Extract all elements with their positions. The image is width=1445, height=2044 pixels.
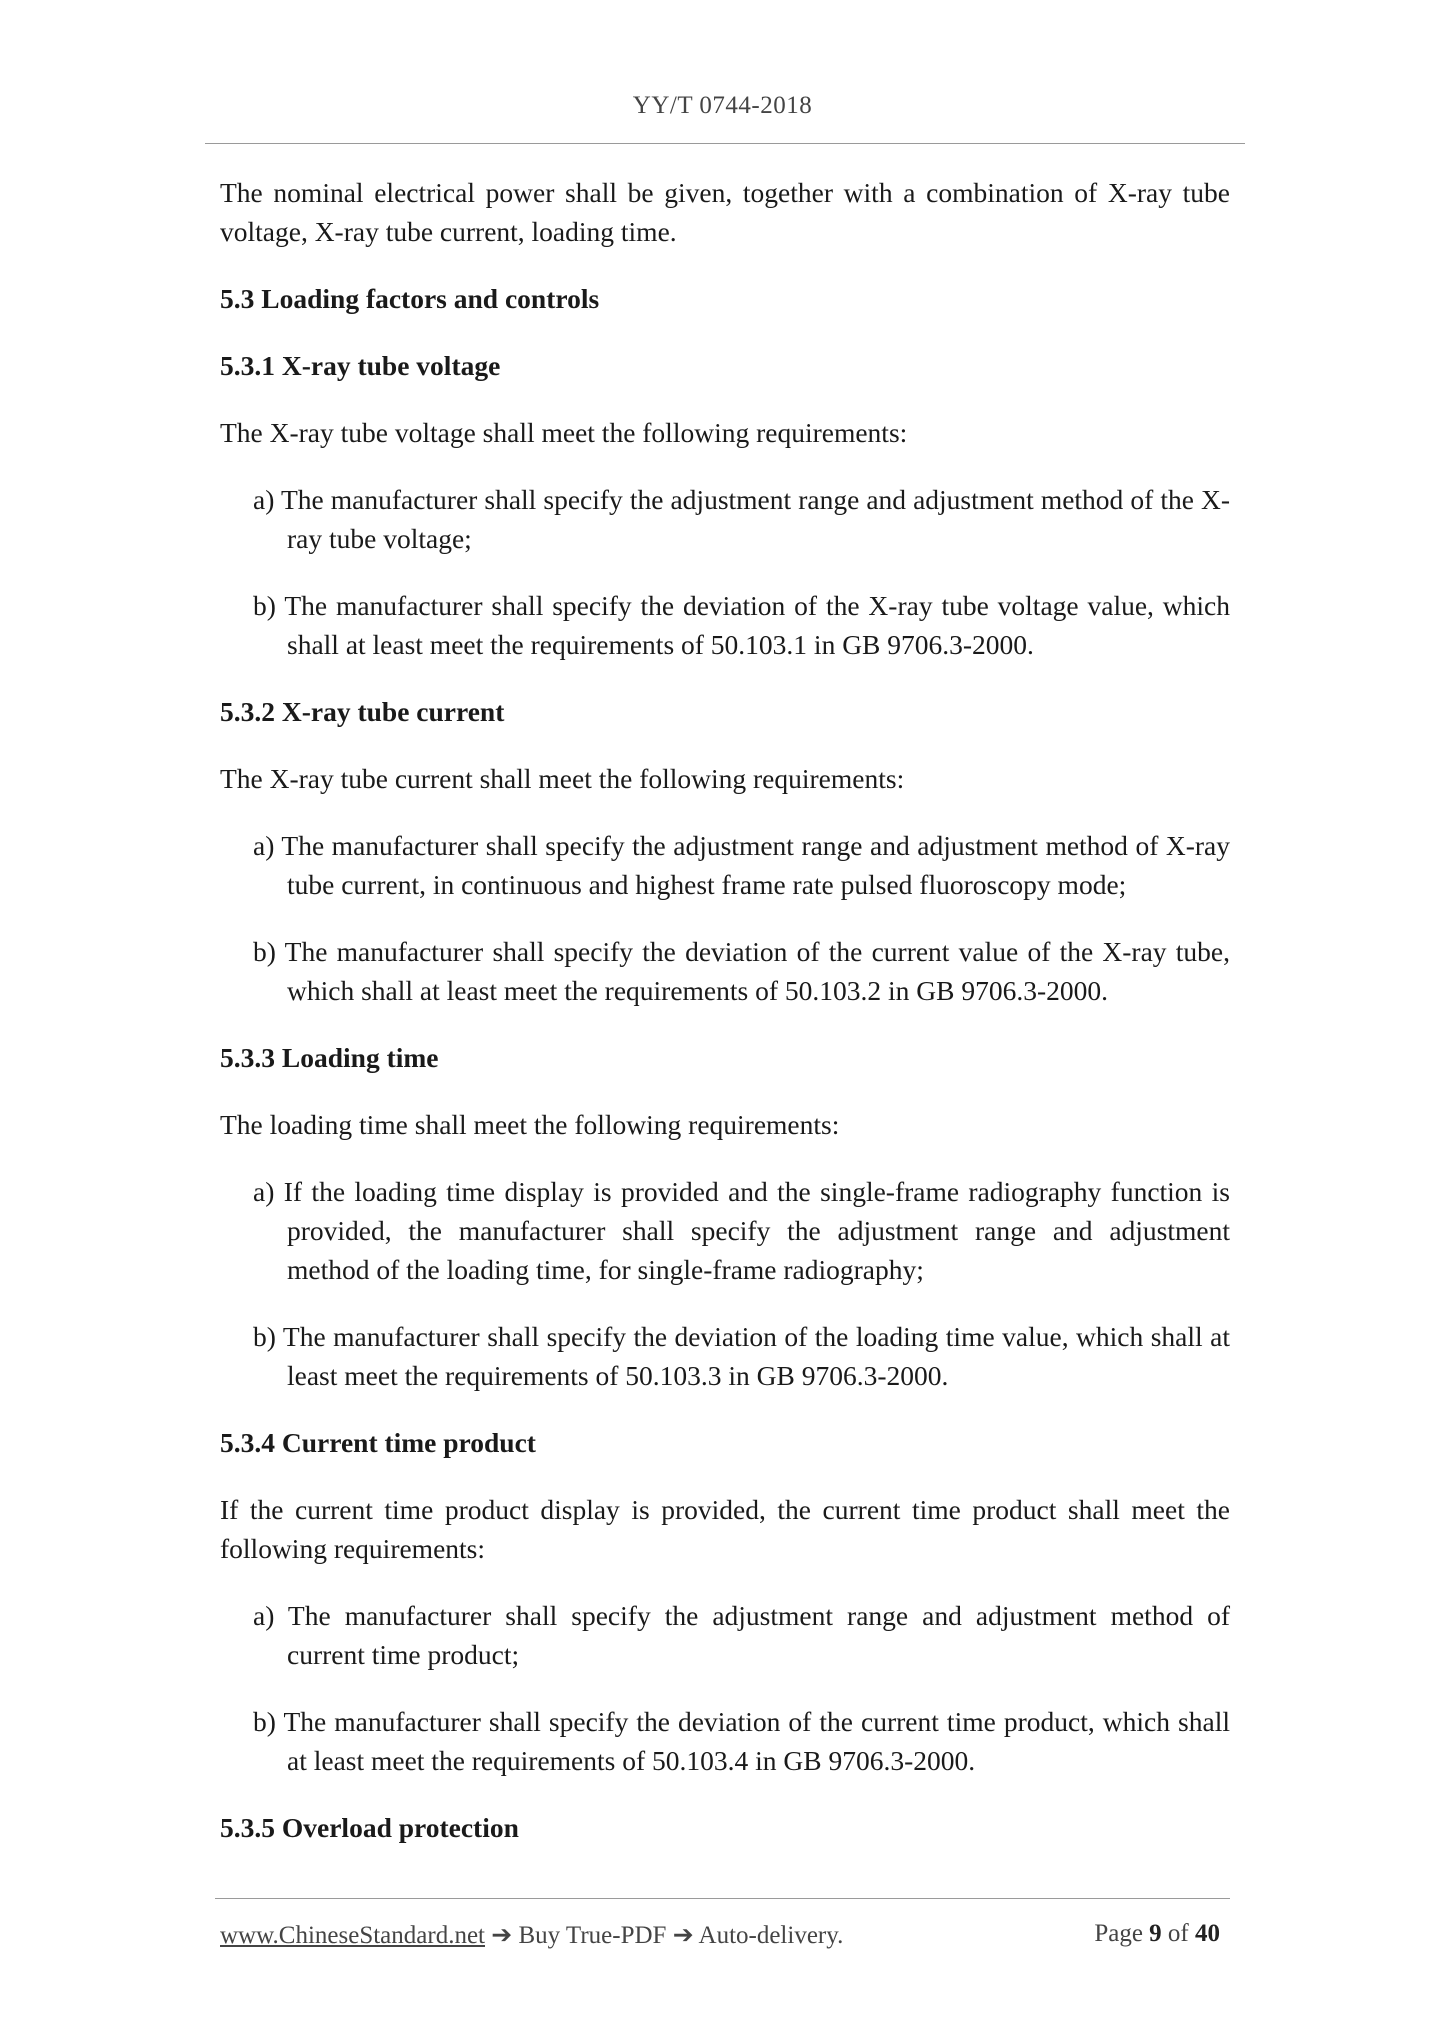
list-item [220,1702,1230,1780]
section-lead-5-3-1: The X-ray tube voltage shall meet the following requirements: [220,417,908,448]
list-item [220,1317,1230,1395]
section-heading-5-3-4: 5.3.4 Current time product [220,1427,536,1458]
list-item-label: a) [253,830,275,861]
current-page: 9 [1149,1920,1162,1947]
arrow-right-icon: ➔ [672,1922,694,1949]
total-pages: 40 [1195,1920,1220,1947]
list-item [220,586,1230,664]
section-heading-5-3-5: 5.3.5 Overload protection [220,1812,519,1843]
list-item-text: The manufacturer shall specify the adjustment range and adjustment method of current time product; [287,1600,1231,1670]
list-item [220,480,1230,558]
list-item-label: b) [253,590,276,621]
list-item-text: The manufacturer shall specify the deviation of the current time product, which shall at least meet the requirements of 50.103.4 in GB 9706.3-2000. [283,1706,1230,1776]
header-divider [205,143,1245,144]
page-number [1094,1920,1220,1948]
auto-delivery-text: Auto-delivery. [698,1922,844,1949]
section-heading-5-3: 5.3 Loading factors and controls [220,283,600,314]
website-link[interactable]: www.ChineseStandard.net [220,1922,485,1949]
list-item-text: The manufacturer shall specify the deviation of the current value of the X-ray tube, which shall at least meet the requirements of 50.103.2 in GB 9706.3-2000. [284,936,1230,1006]
list-item [220,826,1230,904]
list-item [220,1172,1230,1289]
list-item [220,1596,1230,1674]
list-item-label: a) [253,484,275,515]
list-item-label: b) [253,1706,276,1737]
list-item-label: a) [253,1176,275,1207]
of-label: of [1167,1920,1189,1947]
section-heading-5-3-1: 5.3.1 X-ray tube voltage [220,350,501,381]
list-item-text: The manufacturer shall specify the adjustment range and adjustment method of X-ray tube current, in continuous and highest frame rate pulsed fluoroscopy mode; [281,830,1230,900]
list-item-text: The manufacturer shall specify the deviation of the loading time value, which shall at least meet the requirements of 50.103.3 in GB 9706.3-2000. [282,1321,1230,1391]
list-item-text: The manufacturer shall specify the adjustment range and adjustment method of the X-ray tube voltage; [280,484,1230,554]
list-item [220,932,1230,1010]
page-label: Page [1094,1920,1143,1947]
section-heading-5-3-2: 5.3.2 X-ray tube current [220,696,505,727]
list-item-text: The manufacturer shall specify the deviation of the X-ray tube voltage value, which shall at least meet the requirements of 50.103.1 in GB 9706.3-2000. [284,590,1230,660]
page-content [220,173,1230,1875]
section-heading-5-3-3: 5.3.3 Loading time [220,1042,439,1073]
arrow-right-icon: ➔ [491,1922,513,1949]
list-item-label: b) [253,1321,276,1352]
section-lead-5-3-2: The X-ray tube current shall meet the following requirements: [220,763,905,794]
intro-paragraph: The nominal electrical power shall be given, together with a combination of X-ray tube voltage, X-ray tube current, loading time. [220,177,1230,247]
list-item-label: a) [253,1600,275,1631]
section-lead-5-3-3: The loading time shall meet the following requirements: [220,1109,840,1140]
document-id-header: YY/T 0744-2018 [632,92,813,119]
section-lead-5-3-4: If the current time product display is provided, the current time product shall meet the following requirements: [220,1494,1230,1564]
footer-links [220,1920,843,1950]
list-item-text: If the loading time display is provided and the single-frame radiography function is provided, the manufacturer shall specify the adjustment range and adjustment method of the loading time, for single-frame radiography; [283,1176,1231,1285]
footer-divider [215,1898,1230,1899]
buy-pdf-text: Buy True-PDF [518,1922,667,1949]
list-item-label: b) [253,936,276,967]
